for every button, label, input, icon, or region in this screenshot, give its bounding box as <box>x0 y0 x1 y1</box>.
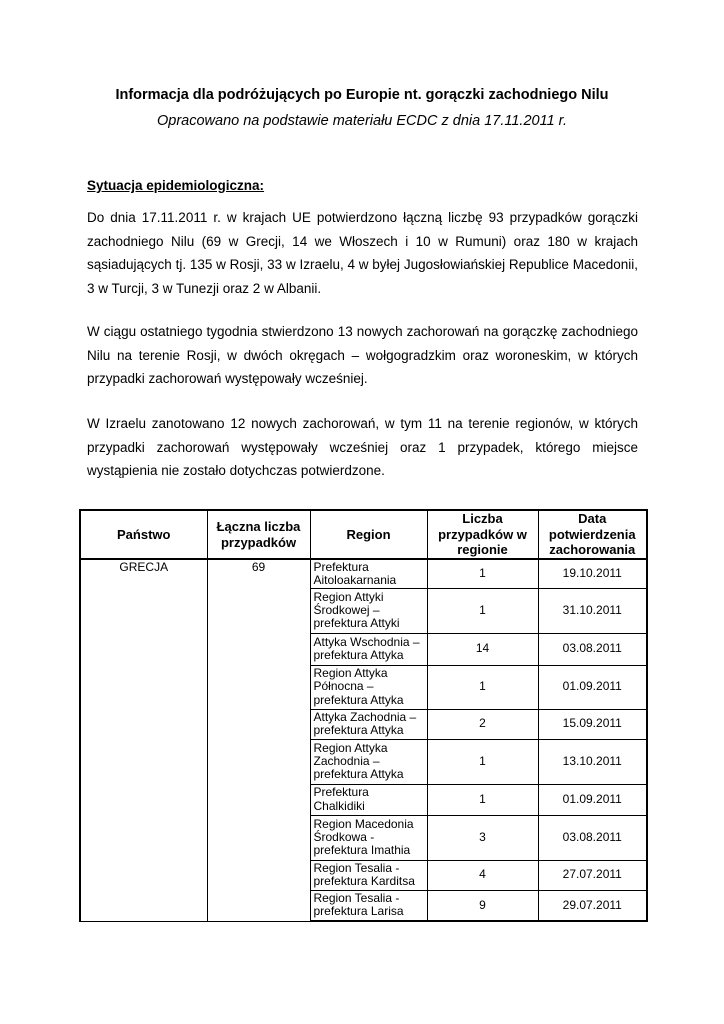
header-region: Region <box>310 510 427 559</box>
date-cell: 03.08.2011 <box>538 815 647 860</box>
cases-table <box>79 509 648 922</box>
region-cell: Region Attyka Północna – prefektura Attyka <box>310 665 427 709</box>
header-date: Data potwierdzenia zachorowania <box>538 510 647 559</box>
date-cell: 01.09.2011 <box>538 784 647 815</box>
count-cell: 1 <box>427 784 538 815</box>
date-cell: 29.07.2011 <box>538 890 647 921</box>
paragraph-eu-cases: Do dnia 17.11.2011 r. w krajach UE potwierdzono łączną liczbę 93 przypadków gorączki zachodniego Nilu (69 w Grecji, 14 we Włoszech i 10 w Rumuni) oraz 180 w krajach sąsiadujących tj. 135 w Rosji, 33 w Izraelu, 4 w byłej Jugosłowiańskiej Republice Macedonii, 3 w Turcji, 3 w Tunezji oraz 2 w Albanii. <box>87 210 638 296</box>
count-cell: 1 <box>427 559 538 588</box>
total-cell: 69 <box>207 559 310 921</box>
date-cell: 03.08.2011 <box>538 633 647 665</box>
count-cell: 2 <box>427 709 538 739</box>
count-cell: 1 <box>427 588 538 633</box>
country-cell: GRECJA <box>80 559 207 921</box>
count-cell: 3 <box>427 815 538 860</box>
count-cell: 1 <box>427 739 538 784</box>
region-cell: Attyka Zachodnia – prefektura Attyka <box>310 709 427 739</box>
date-cell: 01.09.2011 <box>538 665 647 709</box>
header-country: Państwo <box>80 510 207 559</box>
date-cell: 15.09.2011 <box>538 709 647 739</box>
region-cell: Region Tesalia - prefektura Karditsa <box>310 860 427 890</box>
region-cell: Region Attyka Zachodnia – prefektura Attyka <box>310 739 427 784</box>
section-heading: Sytuacja epidemiologiczna: <box>87 178 265 193</box>
header-region-count: Liczba przypadków w regionie <box>427 510 538 559</box>
header-total: Łączna liczba przypadków <box>207 510 310 559</box>
date-cell: 19.10.2011 <box>538 559 647 588</box>
table-row <box>80 559 647 588</box>
date-cell: 31.10.2011 <box>538 588 647 633</box>
paragraph-russia-cases: W ciągu ostatniego tygodnia stwierdzono 13 nowych zachorowań na gorączkę zachodniego Nilu na terenie Rosji, w dwóch okręgach – wołgogradzkim oraz woroneskim, w których przypadki zachorowań występowały wcześniej. <box>87 324 638 386</box>
count-cell: 4 <box>427 860 538 890</box>
count-cell: 1 <box>427 665 538 709</box>
region-cell: Prefektura Aitoloakarnania <box>310 559 427 588</box>
count-cell: 14 <box>427 633 538 665</box>
document-subtitle: Opracowano na podstawie materiału ECDC z dnia 17.11.2011 r. <box>157 113 567 129</box>
region-cell: Prefektura Chalkidiki <box>310 784 427 815</box>
paragraph-israel-cases: W Izraelu zanotowano 12 nowych zachorowań, w tym 11 na terenie regionów, w których przypadki zachorowań występowały wcześniej oraz 1 przypadek, którego miejsce wystąpienia nie zostało dotychczas potwierdzone. <box>87 416 638 478</box>
date-cell: 13.10.2011 <box>538 739 647 784</box>
table-header-row <box>80 510 647 559</box>
document-title: Informacja dla podróżujących po Europie nt. gorączki zachodniego Nilu <box>115 87 609 103</box>
region-cell: Region Macedonia Środkowa - prefektura Imathia <box>310 815 427 860</box>
region-cell: Region Attyki Środkowej – prefektura Attyki <box>310 588 427 633</box>
date-cell: 27.07.2011 <box>538 860 647 890</box>
count-cell: 9 <box>427 890 538 921</box>
region-cell: Region Tesalia - prefektura Larisa <box>310 890 427 921</box>
region-cell: Attyka Wschodnia – prefektura Attyka <box>310 633 427 665</box>
